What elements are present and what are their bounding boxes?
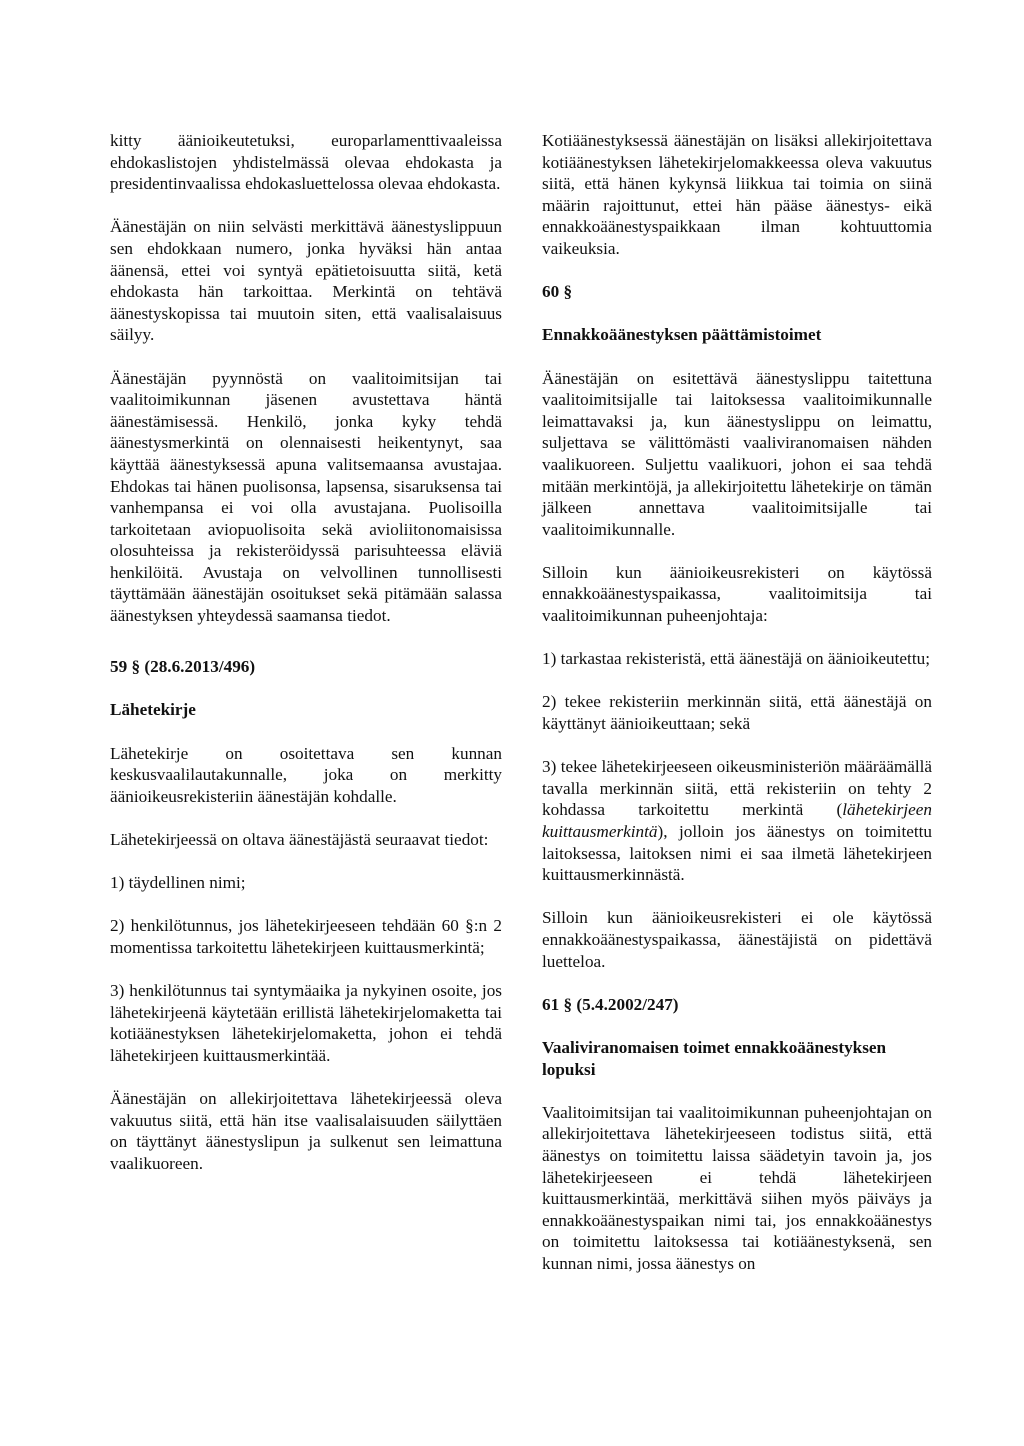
- paragraph: Äänestäjän pyynnöstä on vaalitoimitsijan tai vaalitoimikunnan jäsenen avustettava häntä äänestämisessä. Henkilö, jonka kyky tehdä äänestysmerkintä on olennaisesti heikentynyt, saa käyttää äänestyksessä apuna valitsemaansa avustajaa. Ehdokas tai hänen puolisonsa, lapsensa, sisaruksensa tai vanhempansa ei voi olla avustajana. Puolisoilla tarkoitetaan aviopuolisoita sekä avioliitonomaisissa olosuhteissa ja rekisteröidyssä parisuhteessa eläviä henkilöitä. Avustaja on velvollinen tunnollisesti täyttämään äänestäjän osoitukset sekä pitämään salassa äänestyksen yhteydessä saamansa tiedot.: [110, 368, 502, 626]
- paragraph: Äänestäjän on esitettävä äänestyslippu taitettuna vaalitoimitsijalle tai laitoksessa vaalitoimikunnalle leimattavaksi ja, kun äänestyslippu on leimattu, suljettava se välittömästi vaaliviranomaisen nähden vaalikuoreen. Suljettu vaalikuori, johon ei saa tehdä mitään merkintöjä, ja allekirjoitettu lähetekirje on tämän jälkeen annettava vaalitoimitsijalle tai vaalitoimikunnalle.: [542, 368, 932, 539]
- paragraph: Silloin kun äänioikeusrekisteri ei ole käytössä ennakkoäänestyspaikassa, äänestäjistä on pidettävä luetteloa.: [542, 908, 932, 971]
- paragraph: kitty äänioikeutetuksi, europarlamenttivaaleissa ehdokaslistojen yhdistelmässä olevaa ehdokasta ja presidentinvaalissa ehdokasluettelossa olevaa ehdokasta.: [110, 131, 502, 194]
- paragraph: Silloin kun äänioikeusrekisteri on käytössä ennakkoäänestyspaikassa, vaalitoimitsija tai vaalitoimikunnan puheenjohtaja:: [542, 562, 932, 626]
- left-column: [110, 130, 502, 1196]
- list-item-text: 3) tekee lähetekirjeeseen oikeusministeriön määräämällä tavalla merkinnän siitä, että rekisteriin on tehty 2 kohdassa tarkoitettu merkintä (: [542, 757, 932, 820]
- right-column: [542, 130, 932, 1296]
- list-item: 3) henkilötunnus tai syntymäaika ja nykyinen osoite, jos lähetekirjeenä käytetään erillistä lähetekirjelomaketta tai kotiäänestyksen lähetekirjelomaketta, johon ei tehdä lähetekirjeen kuittausmerkintää.: [110, 981, 502, 1065]
- list-item: 2) tekee rekisteriin merkinnän siitä, että äänestäjä on käyttänyt äänioikeuttaan; sekä: [542, 692, 932, 734]
- section-number: 59 § (28.6.2013/496): [110, 657, 256, 677]
- paragraph: Äänestäjän on allekirjoitettava lähetekirjeessä oleva vakuutus siitä, että hän itse vaalisalaisuuden säilyttäen on täyttänyt äänestyslipun ja sulkenut sen leimattuna vaalikuoreen.: [110, 1089, 502, 1173]
- italic-term: lähetekirjeen kuittausmerkintä: [542, 800, 932, 841]
- section-title: Lähetekirje: [110, 700, 196, 720]
- section-number: 60 §: [542, 282, 573, 302]
- paragraph: Äänestäjän on niin selvästi merkittävä äänestyslippuun sen ehdokkaan numero, jonka hyväksi hän antaa äänensä, ettei voi syntyä epätietoisuutta siitä, ketä ehdokasta hän tarkoittaa. Merkintä on tehtävä äänestyskopissa tai muutoin siten, että vaalisalaisuus säilyy.: [110, 217, 502, 345]
- paragraph: Kotiäänestyksessä äänestäjän on lisäksi allekirjoitettava kotiäänestyksen lähetekirjelomakkeessa oleva vakuutus siitä, että hänen kykynsä liikkua tai toimia on siinä määrin rajoittunut, ettei hän pääse äänestys- eikä ennakkoäänestyspaikkaan ilman kohtuuttomia vaikeuksia.: [542, 131, 932, 258]
- list-item: [542, 756, 932, 886]
- paragraph: Lähetekirjeessä on oltava äänestäjästä seuraavat tiedot:: [110, 830, 489, 849]
- paragraph: Vaalitoimitsijan tai vaalitoimikunnan puheenjohtajan on allekirjoitettava lähetekirjeeseen todistus siitä, että äänestys on toimitettu laissa säädetyin tavoin ja, jos lähetekirjeeseen ei tehdä lähetekirjeen kuittausmerkintää, merkittävä siihen myös päiväys ja ennakkoäänestyspaikan nimi tai, jos ennakkoäänestys on toimitettu laitoksessa tai kotiäänestyksenä, sen kunnan nimi, jossa äänestys on: [542, 1102, 932, 1273]
- list-item: 1) täydellinen nimi;: [110, 873, 246, 893]
- list-item-text: ), jolloin jos äänestys on toimitettu laitoksessa, laitoksen nimi ei saa ilmetä lähetekirjeen kuittausmerkinnästä.: [542, 822, 932, 885]
- list-item: 1) tarkastaa rekisteristä, että äänestäjä on äänioikeutettu;: [542, 649, 930, 669]
- paragraph: Lähetekirje on osoitettava sen kunnan keskusvaalilautakunnalle, joka on merkitty äänioikeusrekisteriin äänestäjän kohdalle.: [110, 743, 502, 806]
- section-title: Ennakkoäänestyksen päättämistoimet: [542, 325, 822, 345]
- section-title: Vaaliviranomaisen toimet ennakkoäänestyksen lopuksi: [542, 1037, 887, 1079]
- list-item: 2) henkilötunnus, jos lähetekirjeeseen tehdään 60 §:n 2 momentissa tarkoitettu lähetekirjeen kuittausmerkintä;: [110, 916, 502, 957]
- section-number: 61 § (5.4.2002/247): [542, 994, 679, 1014]
